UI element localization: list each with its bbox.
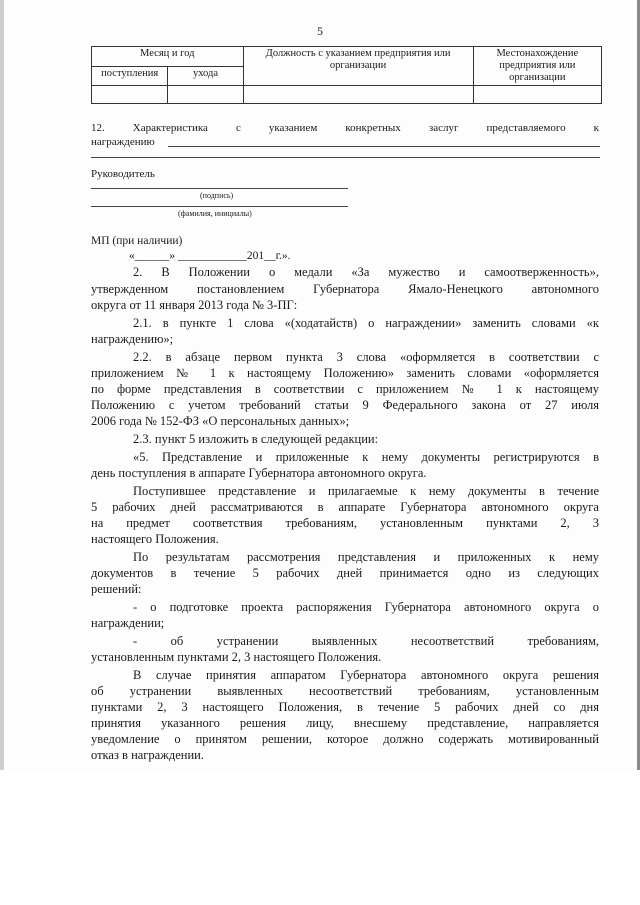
paragraph-line: 2006 года № 152-ФЗ «О персональных данных»; — [91, 414, 350, 428]
paragraph-line: 2. В Положении о медали «За мужество и самоотверженность», — [133, 265, 599, 279]
paragraph-line: об устранении выявленных несоответствий требованиям, установленным — [91, 684, 599, 698]
paragraph-line: уведомление о принятом решении, которое должно содержать мотивированный — [91, 732, 599, 746]
paragraph-line: В случае принятия аппаратом Губернатора автономного округа решения — [133, 668, 599, 682]
paragraph-line: отказ в награждении. — [91, 748, 204, 762]
employment-history-table — [91, 46, 602, 104]
paragraph-line: утвержденном постановлением Губернатора Ямало-Ненецкого автономного — [91, 282, 599, 296]
paragraph-line: на предмет соответствия требованиям, установленным пунктами 2, 3 — [91, 516, 599, 530]
table-cell — [473, 86, 601, 104]
paragraph-line: - о подготовке проекта распоряжения Губернатора автономного округа о — [133, 600, 599, 614]
page-number: 5 — [317, 24, 323, 38]
paragraph-line: документов в течение 5 рабочих дней принимается одно из следующих — [91, 566, 599, 580]
fill-line — [91, 157, 600, 158]
paragraph-line: округа от 11 января 2013 года № 3-ПГ: — [91, 298, 298, 312]
name-line — [91, 206, 348, 207]
table-cell — [168, 86, 243, 104]
paragraph-line: награждению»; — [91, 332, 174, 346]
signature-line — [91, 188, 348, 189]
position-header: Должность с указанием предприятия или организации — [243, 47, 473, 86]
paragraph-line: По результатам рассмотрения представления и приложенных к нему — [133, 550, 599, 564]
blank-area — [0, 770, 640, 905]
paragraph-line: 2.1. в пункте 1 слова «(ходатайств) о награждении» заменить словами «к — [133, 316, 599, 330]
name-caption: (фамилия, инициалы) — [178, 209, 252, 218]
paragraph-line: награждении; — [91, 616, 165, 630]
paragraph-line: Поступившее представление и прилагаемые к нему документы в течение — [133, 484, 599, 498]
paragraph-line: установленным пунктами 2, 3 настоящего Положения. — [91, 650, 382, 664]
paragraph-line: - об устранении выявленных несоответствий требованиям, — [133, 634, 599, 648]
date-line: «______» ____________201__г.». — [129, 250, 291, 262]
scan-edge — [0, 0, 4, 770]
head-label: Руководитель — [91, 168, 155, 180]
paragraph-line: по форме представления в соответствии с приложением № 1 к настоящему — [91, 382, 599, 396]
paragraph-line: приложением № 1 к настоящему Положению» заменить словами «оформляется — [91, 366, 599, 380]
paragraph-line: решений: — [91, 582, 142, 596]
departure-header: ухода — [168, 66, 243, 86]
signature-caption: (подпись) — [200, 191, 234, 200]
table-cell — [243, 86, 473, 104]
seal-label: МП (при наличии) — [91, 235, 183, 247]
item12-line1: 12. Характеристика с указанием конкретных заслуг представляемого к — [91, 122, 599, 134]
month-year-header: Месяц и год — [92, 47, 244, 67]
fill-line — [168, 146, 600, 147]
paragraph-line: пунктами 2, 3 настоящего Положения, в течение 5 рабочих дней со дня — [91, 700, 599, 714]
paragraph-line: настоящего Положения. — [91, 532, 219, 546]
paragraph-line: 5 рабочих дней рассматриваются в аппарате Губернатора автономного округа — [91, 500, 599, 514]
location-header: Местонахождение предприятия или организации — [473, 47, 601, 86]
item12-line2: награждению — [91, 136, 155, 148]
arrival-header: поступления — [92, 66, 168, 86]
table-cell — [92, 86, 168, 104]
paragraph-line: «5. Представление и приложенные к нему документы регистрируются в — [133, 450, 599, 464]
paragraph-line: 2.2. в абзаце первом пункта 3 слова «оформляется в соответствии с — [133, 350, 599, 364]
paragraph-line: принятия указанного решения лицу, внесшему представление, направляется — [91, 716, 599, 730]
paragraph-line: день поступления в аппарате Губернатора автономного округа. — [91, 466, 427, 480]
paragraph-line: Положению с учетом требований статьи 9 Федерального закона от 27 июля — [91, 398, 599, 412]
paragraph-line: 2.3. пункт 5 изложить в следующей редакции: — [133, 432, 379, 446]
